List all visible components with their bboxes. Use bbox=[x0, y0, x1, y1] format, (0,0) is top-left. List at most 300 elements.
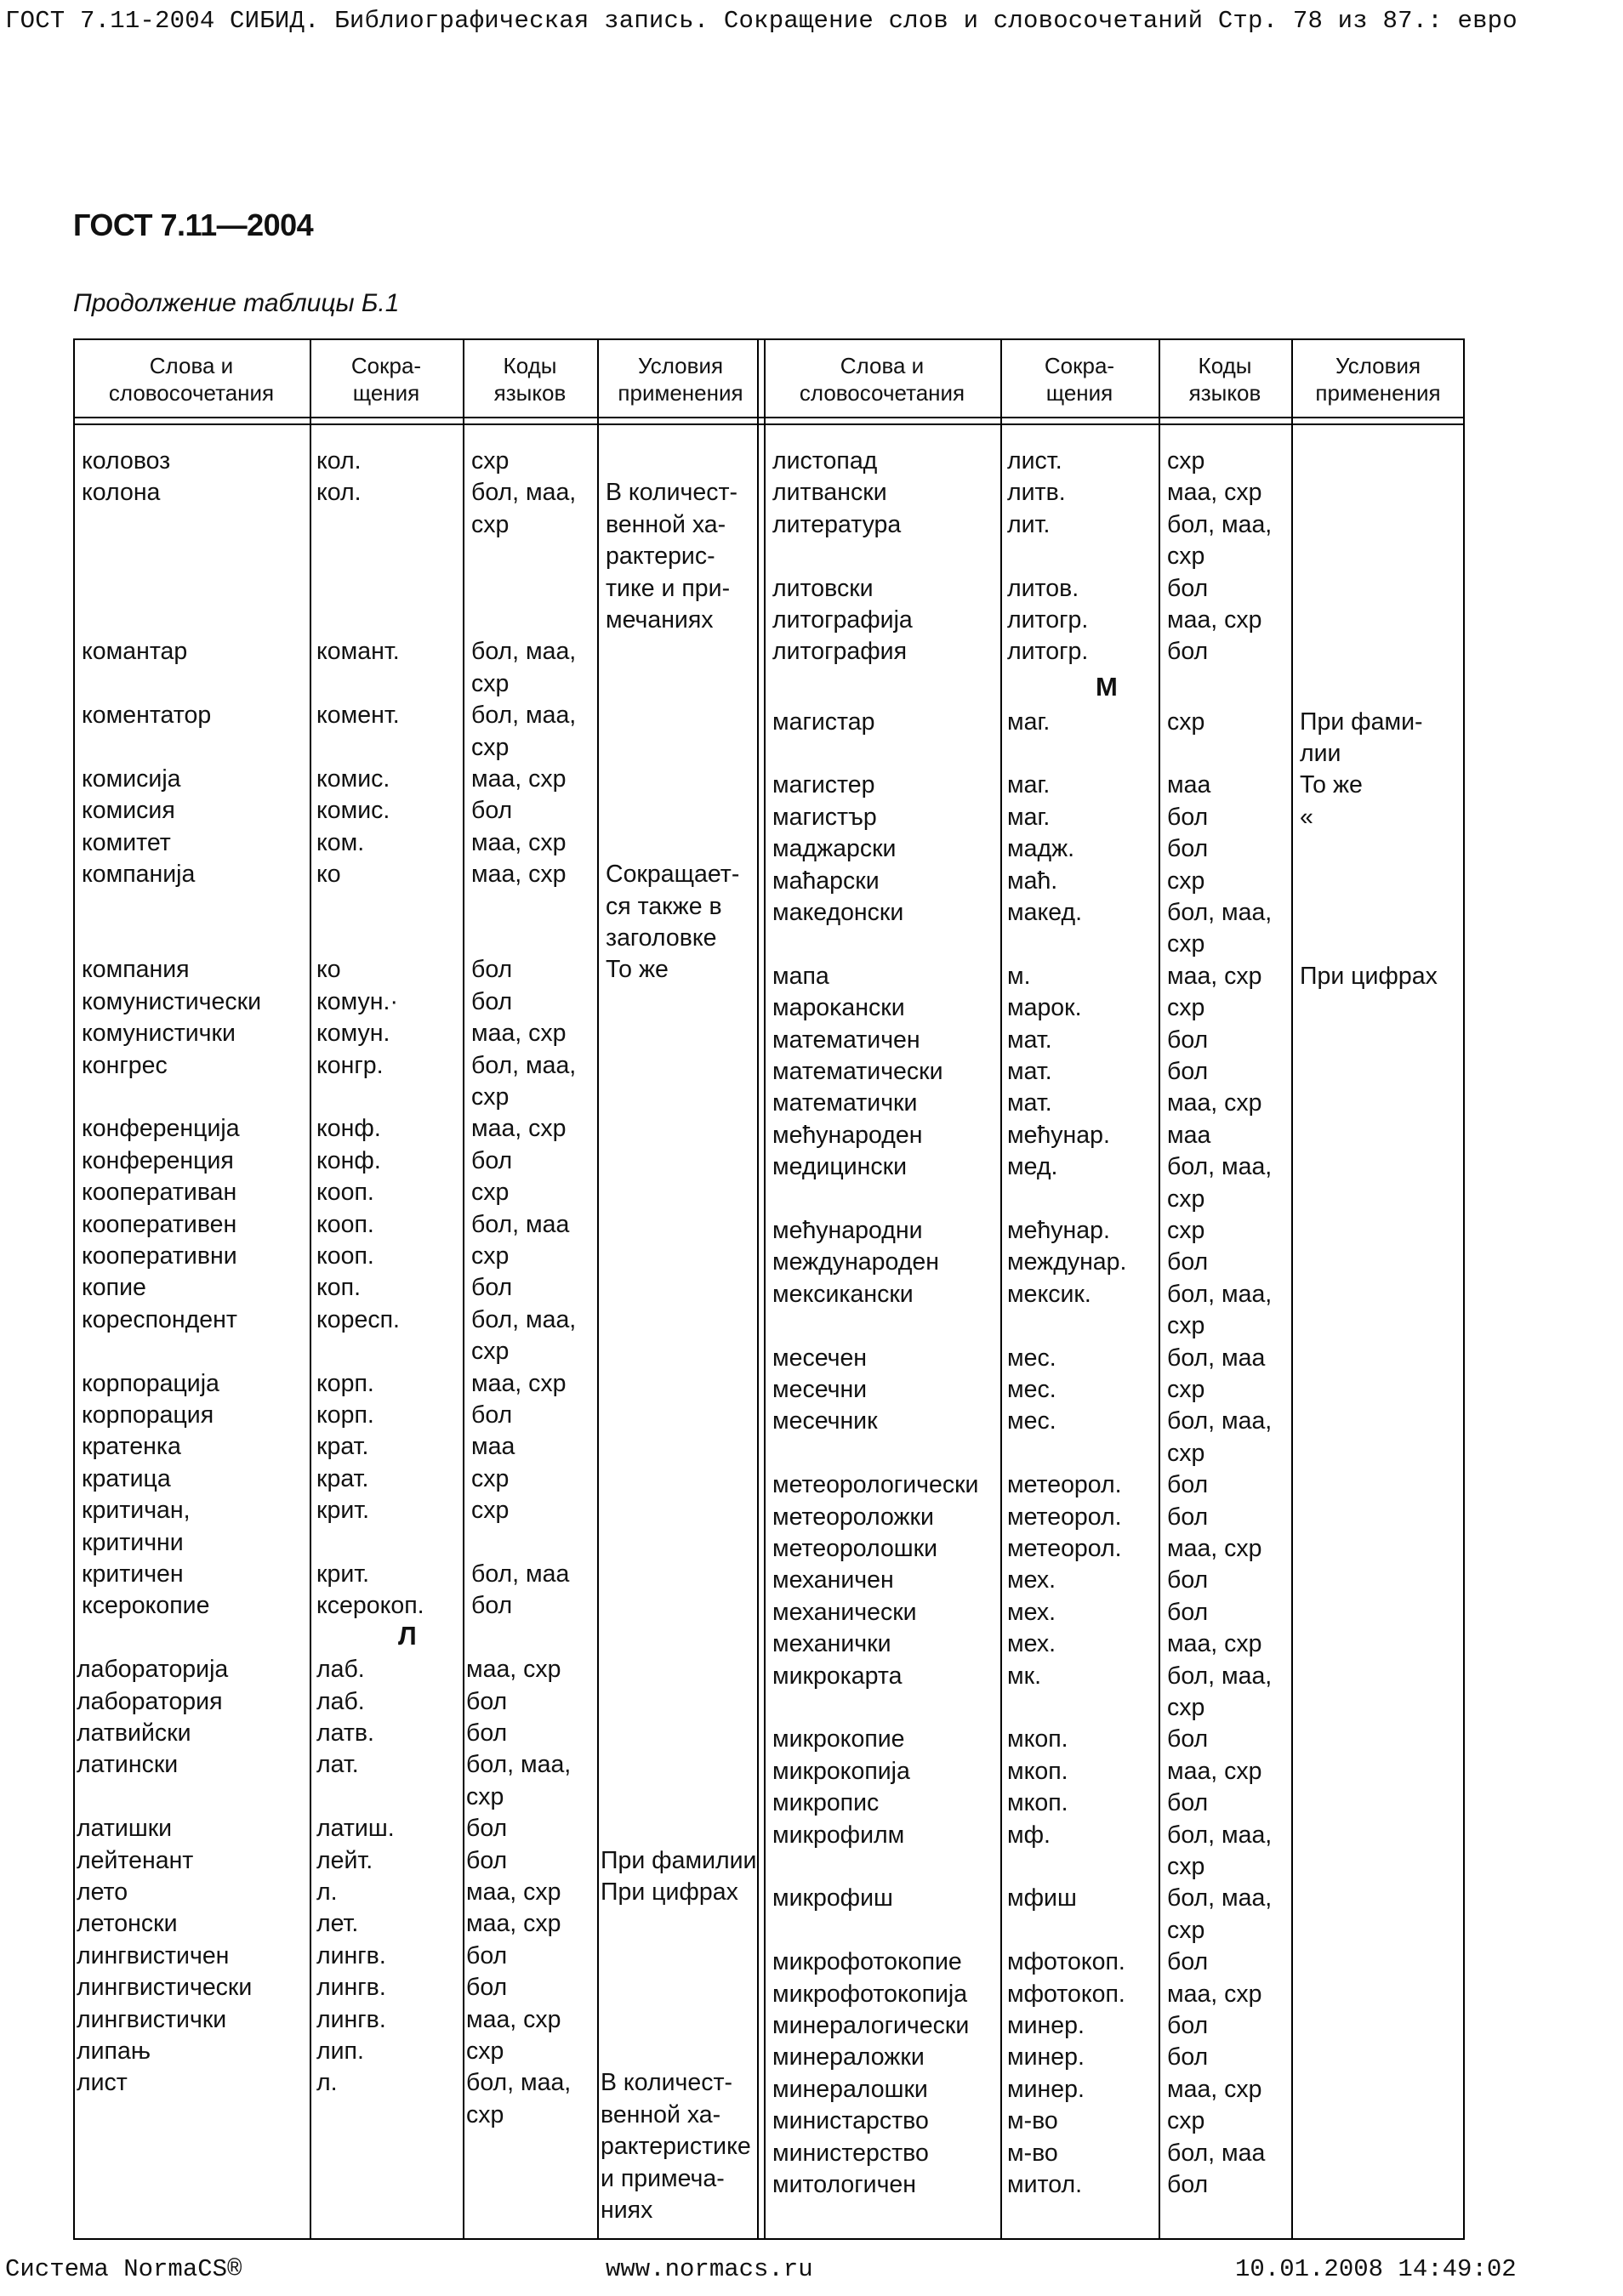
right-language-codes: бол bbox=[1167, 1471, 1209, 1499]
left-language-codes: бол bbox=[466, 1974, 508, 2002]
left-word: кратица bbox=[82, 1464, 171, 1492]
letter-heading-m: М bbox=[1096, 671, 1118, 702]
column-divider bbox=[1463, 338, 1465, 2240]
footer-url[interactable]: www.normacs.ru bbox=[606, 2255, 813, 2283]
left-abbreviation: крит. bbox=[316, 1497, 370, 1525]
left-abbreviation: лаб. bbox=[316, 1656, 365, 1684]
left-language-codes: маа, схр bbox=[466, 2005, 561, 2033]
left-abbreviation: л. bbox=[316, 2069, 338, 2097]
right-word: минералогически bbox=[772, 2012, 970, 2040]
left-word: коловоз bbox=[82, 447, 171, 475]
left-language-codes: маа, схр bbox=[466, 1910, 561, 1938]
table-bottom-border bbox=[73, 2238, 1465, 2240]
left-abbreviation: л. bbox=[316, 1878, 338, 1906]
right-abbreviation: м-во bbox=[1007, 2139, 1058, 2167]
left-language-codes: маа, схр bbox=[471, 861, 567, 889]
right-abbreviation: мексик. bbox=[1007, 1280, 1091, 1308]
left-abbreviation: комант. bbox=[316, 638, 400, 666]
right-word: магистар bbox=[772, 708, 875, 736]
table-top-border bbox=[73, 338, 1465, 340]
left-language-codes: маа bbox=[471, 1433, 515, 1461]
left-language-codes: бол, маа bbox=[471, 1560, 570, 1588]
left-abbreviation: конф. bbox=[316, 1146, 381, 1174]
left-word: лабораторија bbox=[77, 1656, 229, 1684]
left-word: лингвистичен bbox=[77, 1941, 230, 1969]
left-language-codes: схр bbox=[471, 733, 510, 761]
left-abbreviation: лат. bbox=[316, 1751, 359, 1779]
left-word: корпорација bbox=[82, 1369, 219, 1397]
right-abbreviation: м-во bbox=[1007, 2107, 1058, 2135]
left-word: летонски bbox=[77, 1910, 178, 1938]
right-language-codes: маа, схр bbox=[1167, 1089, 1262, 1117]
right-abbreviation: мкоп. bbox=[1007, 1757, 1068, 1785]
right-language-codes: маа, схр bbox=[1167, 479, 1262, 507]
right-abbreviation: мех. bbox=[1007, 1630, 1056, 1658]
right-word: микрокопија bbox=[772, 1757, 910, 1785]
right-language-codes: маа, схр bbox=[1167, 1757, 1262, 1785]
left-abbreviation: лингв. bbox=[316, 1941, 386, 1969]
left-abbreviation: кооп. bbox=[316, 1210, 374, 1238]
left-conditions: ся также в bbox=[606, 892, 722, 920]
left-word: комунистички bbox=[82, 1020, 236, 1048]
right-abbreviation: литов. bbox=[1007, 574, 1079, 602]
left-language-codes: схр bbox=[466, 2100, 504, 2128]
left-language-codes: бол, маа, bbox=[471, 1051, 577, 1079]
right-word: механичен bbox=[772, 1566, 894, 1594]
left-language-codes: бол bbox=[471, 1401, 513, 1429]
left-word: комисија bbox=[82, 765, 181, 793]
right-word: медицински bbox=[772, 1153, 907, 1181]
right-language-codes: бол bbox=[1167, 835, 1209, 863]
left-abbreviation: комис. bbox=[316, 797, 390, 825]
right-language-codes: маа, схр bbox=[1167, 2075, 1262, 2103]
right-conditions: То же bbox=[1300, 771, 1363, 799]
left-conditions: При фамилии bbox=[601, 1846, 757, 1874]
right-abbreviation: мкоп. bbox=[1007, 1789, 1068, 1817]
left-language-codes: схр bbox=[466, 1782, 504, 1810]
right-language-codes: маа bbox=[1167, 1121, 1211, 1149]
right-language-codes: схр bbox=[1167, 994, 1205, 1022]
right-word: минералошки bbox=[772, 2075, 928, 2103]
left-word: кооперативан bbox=[82, 1179, 237, 1207]
right-word: литвански bbox=[772, 479, 887, 507]
right-language-codes: бол bbox=[1167, 574, 1209, 602]
left-word: копие bbox=[82, 1274, 146, 1302]
header-separator-2 bbox=[73, 423, 1465, 425]
right-abbreviation: м. bbox=[1007, 962, 1031, 990]
left-conditions: и примеча- bbox=[601, 2164, 725, 2192]
left-abbreviation: кол. bbox=[316, 479, 362, 507]
right-abbreviation: мф. bbox=[1007, 1821, 1051, 1849]
left-abbreviation: ком. bbox=[316, 828, 365, 856]
right-language-codes: бол, маа, bbox=[1167, 1662, 1273, 1690]
column-header: Слова и словосочетания bbox=[799, 353, 965, 406]
left-conditions: заголовке bbox=[606, 924, 717, 952]
letter-heading-l: Л bbox=[398, 1620, 417, 1651]
left-word: компанија bbox=[82, 861, 196, 889]
page-header-line: ГОСТ 7.11-2004 СИБИД. Библиографическая запись. Сокращение слов и словосочетаний Стр. 78 из 87.: евро bbox=[5, 7, 1518, 35]
header-separator bbox=[73, 417, 1465, 418]
left-word: кратенка bbox=[82, 1433, 181, 1461]
right-language-codes: маа, схр bbox=[1167, 962, 1262, 990]
right-abbreviation: метеорол. bbox=[1007, 1503, 1122, 1531]
column-divider bbox=[1000, 338, 1002, 2240]
column-header: Коды языков bbox=[493, 353, 567, 406]
right-language-codes: схр bbox=[1167, 1217, 1205, 1245]
right-abbreviation: минер. bbox=[1007, 2043, 1085, 2072]
left-word: лето bbox=[77, 1878, 128, 1906]
right-abbreviation: литогр. bbox=[1007, 606, 1089, 634]
column-divider bbox=[463, 338, 464, 2240]
right-abbreviation: литогр. bbox=[1007, 638, 1089, 666]
right-word: микрофиш bbox=[772, 1884, 893, 1912]
right-word: метеоролошки bbox=[772, 1535, 938, 1563]
right-abbreviation: маћ. bbox=[1007, 867, 1058, 895]
left-language-codes: схр bbox=[471, 447, 510, 475]
left-language-codes: бол bbox=[466, 1941, 508, 1969]
left-language-codes: маа, схр bbox=[471, 1369, 567, 1397]
right-language-codes: бол, маа, bbox=[1167, 1280, 1273, 1308]
right-abbreviation: мед. bbox=[1007, 1153, 1058, 1181]
left-language-codes: схр bbox=[471, 669, 510, 697]
left-language-codes: бол, маа bbox=[471, 1210, 570, 1238]
column-divider-double bbox=[757, 338, 759, 2240]
left-abbreviation: кол. bbox=[316, 447, 362, 475]
left-language-codes: бол, маа, bbox=[466, 2069, 572, 2097]
right-word: микропис bbox=[772, 1789, 880, 1817]
left-word: ксерокопие bbox=[82, 1592, 210, 1620]
column-divider bbox=[597, 338, 599, 2240]
left-abbreviation: лип. bbox=[316, 2037, 364, 2065]
left-language-codes: бол, маа, bbox=[466, 1751, 572, 1779]
left-language-codes: бол bbox=[471, 1146, 513, 1174]
left-word: конгрес bbox=[82, 1051, 168, 1079]
left-abbreviation: лаб. bbox=[316, 1687, 365, 1715]
left-word: лист bbox=[77, 2069, 128, 2097]
left-word: конференция bbox=[82, 1146, 234, 1174]
left-language-codes: схр bbox=[466, 2037, 504, 2065]
left-language-codes: бол bbox=[471, 956, 513, 984]
right-language-codes: схр bbox=[1167, 1853, 1205, 1881]
right-word: мећународни bbox=[772, 1217, 923, 1245]
right-word: месечник bbox=[772, 1407, 878, 1435]
left-conditions: венной ха- bbox=[606, 510, 726, 538]
right-language-codes: бол, маа, bbox=[1167, 1884, 1273, 1912]
right-word: математически bbox=[772, 1058, 943, 1086]
right-language-codes: маа, схр bbox=[1167, 1980, 1262, 2008]
right-language-codes: бол, маа, bbox=[1167, 899, 1273, 927]
right-language-codes: схр bbox=[1167, 867, 1205, 895]
right-language-codes: схр bbox=[1167, 447, 1205, 475]
left-word: критични bbox=[82, 1528, 184, 1556]
left-language-codes: бол bbox=[471, 1592, 513, 1620]
left-word: комантар bbox=[82, 638, 188, 666]
left-language-codes: маа, схр bbox=[466, 1656, 561, 1684]
column-divider bbox=[1159, 338, 1160, 2240]
right-word: мексикански bbox=[772, 1280, 914, 1308]
right-word: мећународен bbox=[772, 1121, 923, 1149]
right-language-codes: бол bbox=[1167, 2043, 1209, 2072]
right-word: микрофилм bbox=[772, 1821, 905, 1849]
left-language-codes: схр bbox=[471, 1242, 510, 1270]
left-conditions: тике и при- bbox=[606, 574, 731, 602]
left-abbreviation: кореcп. bbox=[316, 1305, 400, 1333]
footer-timestamp: 10.01.2008 14:49:02 bbox=[1235, 2255, 1517, 2283]
right-language-codes: бол bbox=[1167, 803, 1209, 831]
footer-system: Система NormaCS® bbox=[5, 2255, 242, 2283]
right-word: маджарски bbox=[772, 835, 897, 863]
left-language-codes: схр bbox=[471, 1497, 510, 1525]
right-word: магистър bbox=[772, 803, 877, 831]
left-abbreviation: корп. bbox=[316, 1401, 374, 1429]
right-conditions: При цифрах bbox=[1300, 962, 1438, 990]
left-language-codes: маа, схр bbox=[471, 828, 567, 856]
right-language-codes: бол, маа, bbox=[1167, 1407, 1273, 1435]
left-word: латишки bbox=[77, 1815, 173, 1843]
right-language-codes: маа bbox=[1167, 771, 1211, 799]
left-language-codes: схр bbox=[471, 1464, 510, 1492]
right-abbreviation: мес. bbox=[1007, 1407, 1056, 1435]
left-abbreviation: коп. bbox=[316, 1274, 361, 1302]
right-language-codes: схр bbox=[1167, 1694, 1205, 1722]
left-abbreviation: крат. bbox=[316, 1464, 369, 1492]
left-conditions: рактеристике bbox=[601, 2133, 751, 2161]
right-word: математичен bbox=[772, 1026, 920, 1054]
left-abbreviation: комун.· bbox=[316, 987, 398, 1015]
column-divider bbox=[1291, 338, 1293, 2240]
right-word: микрофотокопија bbox=[772, 1980, 968, 2008]
right-language-codes: бол bbox=[1167, 1789, 1209, 1817]
right-abbreviation: маг. bbox=[1007, 708, 1051, 736]
column-header: Слова и словосочетания bbox=[108, 353, 275, 406]
right-abbreviation: макед. bbox=[1007, 899, 1083, 927]
left-abbreviation: латв. bbox=[316, 1719, 374, 1747]
left-word: корпорация bbox=[82, 1401, 214, 1429]
right-word: листопад bbox=[772, 447, 878, 475]
left-abbreviation: лингв. bbox=[316, 2005, 386, 2033]
right-language-codes: схр bbox=[1167, 2107, 1205, 2135]
right-abbreviation: минер. bbox=[1007, 2012, 1085, 2040]
left-word: критичан, bbox=[82, 1497, 191, 1525]
right-language-codes: бол bbox=[1167, 1026, 1209, 1054]
right-language-codes: маа, схр bbox=[1167, 1535, 1262, 1563]
left-abbreviation: кооп. bbox=[316, 1242, 374, 1270]
column-header: Сокра- щения bbox=[1044, 353, 1115, 406]
left-abbreviation: корп. bbox=[316, 1369, 374, 1397]
right-abbreviation: метеорол. bbox=[1007, 1535, 1122, 1563]
column-divider bbox=[73, 338, 75, 2240]
right-word: международен bbox=[772, 1248, 939, 1276]
left-language-codes: бол bbox=[466, 1846, 508, 1874]
right-abbreviation: мфотокоп. bbox=[1007, 1948, 1125, 1976]
left-conditions: рактерис- bbox=[606, 543, 715, 571]
left-abbreviation: комис. bbox=[316, 765, 390, 793]
right-abbreviation: междунар. bbox=[1007, 1248, 1127, 1276]
left-abbreviation: ко bbox=[316, 861, 341, 889]
left-word: кореспондент bbox=[82, 1305, 237, 1333]
right-word: микрофотокопие bbox=[772, 1948, 962, 1976]
left-conditions: В количест- bbox=[606, 479, 737, 507]
right-language-codes: схр bbox=[1167, 1916, 1205, 1944]
right-abbreviation: мех. bbox=[1007, 1598, 1056, 1626]
left-abbreviation: лингв. bbox=[316, 1974, 386, 2002]
right-word: македонски bbox=[772, 899, 904, 927]
left-abbreviation: конф. bbox=[316, 1115, 381, 1143]
left-word: лингвистички bbox=[77, 2005, 227, 2033]
left-word: кооперативни bbox=[82, 1242, 237, 1270]
left-language-codes: бол bbox=[466, 1815, 508, 1843]
right-word: маћарски bbox=[772, 867, 880, 895]
right-word: литографија bbox=[772, 606, 913, 634]
right-word: митологичен bbox=[772, 2171, 917, 2199]
left-abbreviation: латиш. bbox=[316, 1815, 395, 1843]
right-abbreviation: мк. bbox=[1007, 1662, 1041, 1690]
left-conditions: ниях bbox=[601, 2197, 653, 2224]
right-conditions: « bbox=[1300, 803, 1313, 831]
left-abbreviation: кооп. bbox=[316, 1179, 374, 1207]
abbreviation-table bbox=[73, 338, 1465, 2240]
left-language-codes: бол bbox=[471, 1274, 513, 1302]
left-abbreviation: крит. bbox=[316, 1560, 370, 1588]
right-language-codes: бол bbox=[1167, 1248, 1209, 1276]
document-title: ГОСТ 7.11—2004 bbox=[73, 207, 314, 242]
column-header: Коды языков bbox=[1188, 353, 1261, 406]
right-word: метеороложки bbox=[772, 1503, 934, 1531]
left-word: комитет bbox=[82, 828, 171, 856]
left-abbreviation: комент. bbox=[316, 702, 400, 730]
left-language-codes: схр bbox=[471, 1338, 510, 1366]
right-language-codes: бол bbox=[1167, 2171, 1209, 2199]
left-word: липањ bbox=[77, 2037, 151, 2065]
right-word: мапа bbox=[772, 962, 829, 990]
right-language-codes: бол bbox=[1167, 1598, 1209, 1626]
right-abbreviation: мат. bbox=[1007, 1089, 1052, 1117]
right-abbreviation: мфотокоп. bbox=[1007, 1980, 1125, 2008]
right-abbreviation: лит. bbox=[1007, 510, 1051, 538]
column-header: Условия применения bbox=[1315, 353, 1441, 406]
left-word: кооперативен bbox=[82, 1210, 237, 1238]
left-language-codes: бол, маа, bbox=[471, 1305, 577, 1333]
left-abbreviation: крат. bbox=[316, 1433, 369, 1461]
left-language-codes: бол, маа, bbox=[471, 638, 577, 666]
right-conditions: При фами- bbox=[1300, 708, 1423, 736]
right-abbreviation: мес. bbox=[1007, 1376, 1056, 1404]
right-abbreviation: маг. bbox=[1007, 771, 1051, 799]
left-word: компания bbox=[82, 956, 190, 984]
left-word: лейтенант bbox=[77, 1846, 194, 1874]
left-word: критичен bbox=[82, 1560, 184, 1588]
right-language-codes: бол bbox=[1167, 1948, 1209, 1976]
right-language-codes: бол, маа, bbox=[1167, 1153, 1273, 1181]
left-abbreviation: конгр. bbox=[316, 1051, 384, 1079]
right-language-codes: бол, маа, bbox=[1167, 510, 1273, 538]
left-conditions: То же bbox=[606, 956, 669, 984]
right-word: математички bbox=[772, 1089, 918, 1117]
right-abbreviation: мат. bbox=[1007, 1026, 1052, 1054]
right-language-codes: бол, маа bbox=[1167, 2139, 1266, 2167]
right-word: месечни bbox=[772, 1376, 868, 1404]
left-language-codes: бол bbox=[471, 987, 513, 1015]
left-word: комисия bbox=[82, 797, 175, 825]
right-word: микрокопие bbox=[772, 1725, 905, 1753]
left-word: конференција bbox=[82, 1115, 240, 1143]
left-conditions: мечаниях bbox=[606, 606, 714, 634]
left-language-codes: бол, маа, bbox=[471, 479, 577, 507]
right-abbreviation: мес. bbox=[1007, 1344, 1056, 1372]
right-abbreviation: минер. bbox=[1007, 2075, 1085, 2103]
right-word: метеорологически bbox=[772, 1471, 979, 1499]
right-language-codes: схр bbox=[1167, 1376, 1205, 1404]
right-abbreviation: мат. bbox=[1007, 1058, 1052, 1086]
right-language-codes: бол, маа, bbox=[1167, 1821, 1273, 1849]
right-word: магистер bbox=[772, 771, 875, 799]
left-conditions: В количест- bbox=[601, 2069, 732, 2097]
right-language-codes: схр bbox=[1167, 708, 1205, 736]
right-language-codes: схр bbox=[1167, 1439, 1205, 1467]
right-language-codes: бол bbox=[1167, 2012, 1209, 2040]
left-language-codes: схр bbox=[471, 510, 510, 538]
table-caption: Продолжение таблицы Б.1 bbox=[73, 289, 400, 317]
right-word: минераложки bbox=[772, 2043, 925, 2072]
right-abbreviation: мадж. bbox=[1007, 835, 1075, 863]
left-word: комунистически bbox=[82, 987, 262, 1015]
left-language-codes: бол, маа, bbox=[471, 702, 577, 730]
column-divider bbox=[310, 338, 311, 2240]
right-word: механички bbox=[772, 1630, 891, 1658]
left-language-codes: маа, схр bbox=[471, 1020, 567, 1048]
left-language-codes: маа, схр bbox=[471, 765, 567, 793]
left-language-codes: бол bbox=[466, 1687, 508, 1715]
right-abbreviation: метеорол. bbox=[1007, 1471, 1122, 1499]
right-abbreviation: мећунар. bbox=[1007, 1121, 1110, 1149]
right-language-codes: схр bbox=[1167, 1312, 1205, 1340]
left-abbreviation: ксерокоп. bbox=[316, 1592, 424, 1620]
left-word: лингвистически bbox=[77, 1974, 253, 2002]
left-language-codes: схр bbox=[471, 1179, 510, 1207]
left-abbreviation: лет. bbox=[316, 1910, 359, 1938]
right-word: литовски bbox=[772, 574, 874, 602]
right-language-codes: бол bbox=[1167, 638, 1209, 666]
right-language-codes: бол bbox=[1167, 1725, 1209, 1753]
right-abbreviation: мећунар. bbox=[1007, 1217, 1110, 1245]
column-header: Сокра- щения bbox=[350, 353, 422, 406]
left-conditions: венной ха- bbox=[601, 2100, 721, 2128]
right-word: мароκански bbox=[772, 994, 905, 1022]
left-language-codes: маа, схр bbox=[471, 1115, 567, 1143]
right-language-codes: маа, схр bbox=[1167, 606, 1262, 634]
right-conditions: лии bbox=[1300, 740, 1341, 768]
left-word: коментатор bbox=[82, 702, 212, 730]
right-abbreviation: литв. bbox=[1007, 479, 1066, 507]
right-word: механически bbox=[772, 1598, 917, 1626]
right-word: литература bbox=[772, 510, 902, 538]
left-language-codes: маа, схр bbox=[466, 1878, 561, 1906]
right-abbreviation: мех. bbox=[1007, 1566, 1056, 1594]
right-word: министарство bbox=[772, 2107, 929, 2135]
left-abbreviation: комун. bbox=[316, 1020, 390, 1048]
left-language-codes: бол bbox=[466, 1719, 508, 1747]
left-word: латински bbox=[77, 1751, 179, 1779]
right-abbreviation: марок. bbox=[1007, 994, 1082, 1022]
right-language-codes: бол, маа bbox=[1167, 1344, 1266, 1372]
right-word: литография bbox=[772, 638, 908, 666]
left-word: колона bbox=[82, 479, 161, 507]
left-abbreviation: лейт. bbox=[316, 1846, 373, 1874]
right-abbreviation: митол. bbox=[1007, 2171, 1083, 2199]
right-abbreviation: мфиш bbox=[1007, 1884, 1077, 1912]
right-language-codes: бол bbox=[1167, 1503, 1209, 1531]
left-language-codes: схр bbox=[471, 1083, 510, 1111]
